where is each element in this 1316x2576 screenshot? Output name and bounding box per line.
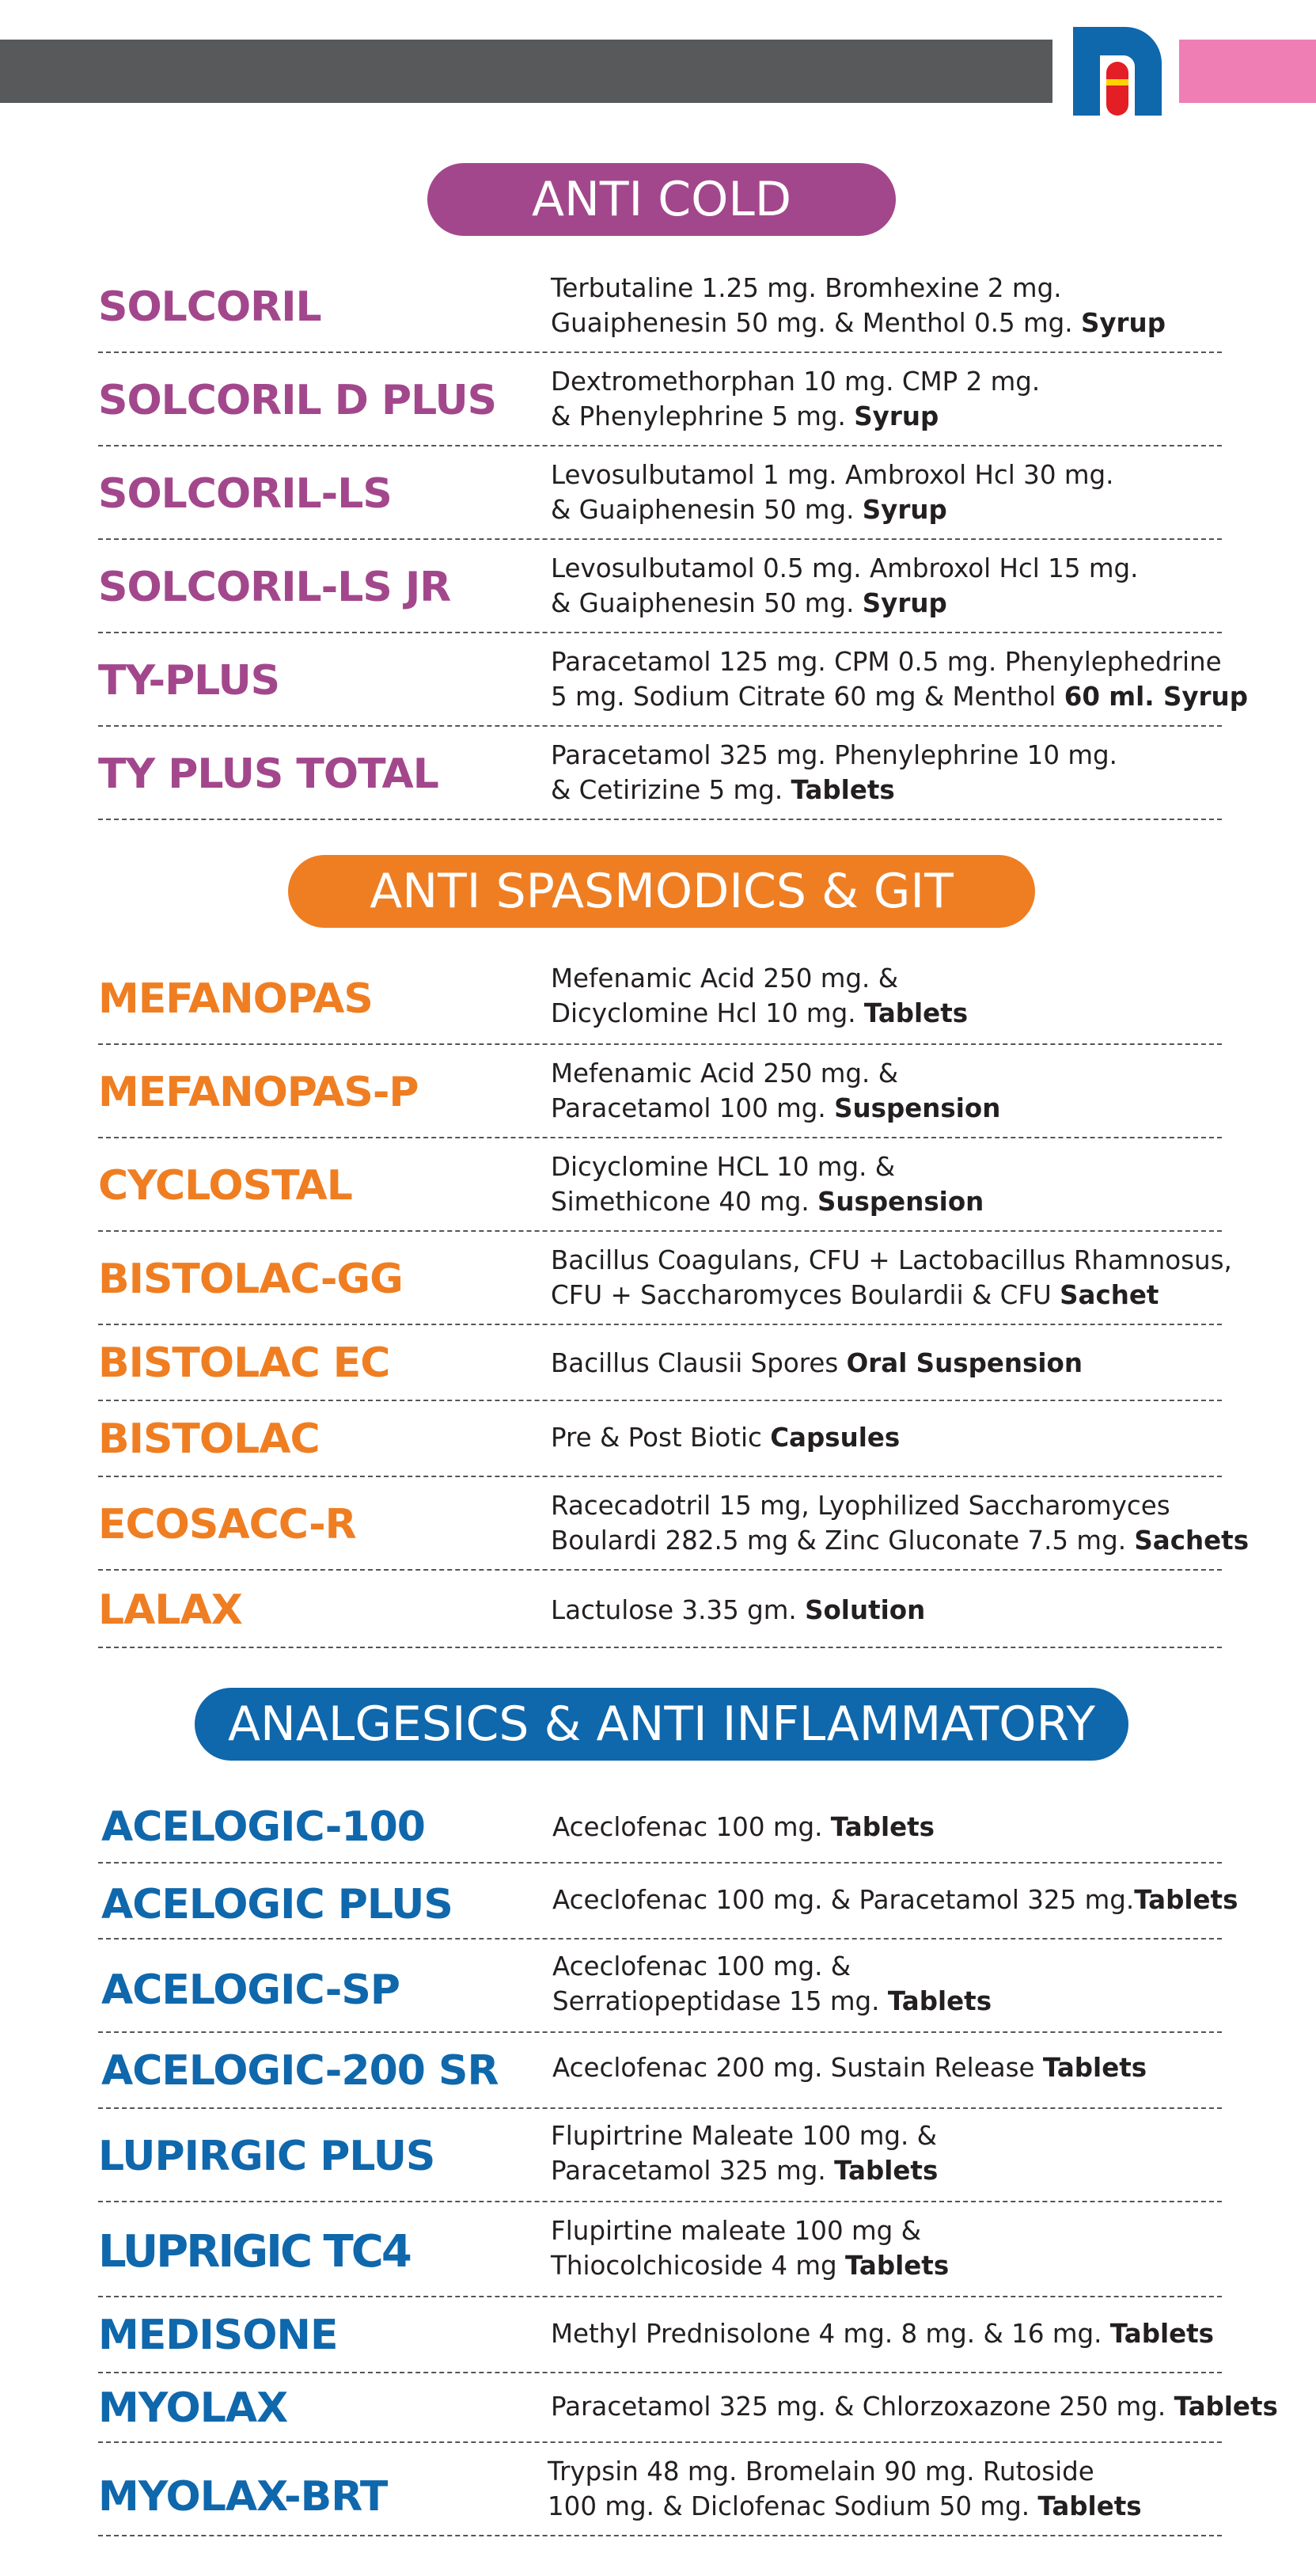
- product-name: BISTOLAC EC: [98, 1339, 390, 1387]
- list-item: [98, 633, 1248, 727]
- product-name: BISTOLAC: [98, 1415, 320, 1463]
- list-item: [98, 260, 1222, 353]
- product-composition: Mefenamic Acid 250 mg. & Dicyclomine Hcl 10 mg. Tablets: [551, 963, 969, 1028]
- product-name: MYOLAX: [98, 2384, 288, 2432]
- product-name: MEFANOPAS: [98, 975, 373, 1023]
- product-composition: Levosulbutamol 0.5 mg. Ambroxol Hcl 15 mg. & Guaiphenesin 50 mg. Syrup: [551, 553, 1139, 618]
- product-composition: Paracetamol 125 mg. CPM 0.5 mg. Phenylephedrine 5 mg. Sodium Citrate 60 mg & Menthol 60 ml. Syrup: [551, 647, 1248, 712]
- list-item: [98, 1325, 1222, 1401]
- product-composition: Paracetamol 325 mg. Phenylephrine 10 mg. & Cetirizine 5 mg. Tablets: [551, 740, 1117, 805]
- n-capsule-logo-icon: [1073, 27, 1162, 116]
- product-name: ACELOGIC-SP: [101, 1966, 400, 2014]
- header-pink-bar: [1179, 40, 1316, 103]
- product-composition: Bacillus Clausii Spores Oral Suspension: [551, 1348, 1083, 1378]
- product-composition: Trypsin 48 mg. Bromelain 90 mg. Rutoside 100 mg. & Diclofenac Sodium 50 mg. Tablets: [548, 2456, 1142, 2521]
- header-grey-bar: [0, 40, 1052, 103]
- product-composition: Aceclofenac 100 mg. Tablets: [552, 1812, 935, 1842]
- section-title-anti-spasmodics-git: ANTI SPASMODICS & GIT: [288, 855, 1035, 928]
- list-item: [98, 2033, 1222, 2109]
- product-composition: Flupirtine maleate 100 mg & Thiocolchicoside 4 mg Tablets: [551, 2216, 950, 2281]
- product-name: LUPIRGIC PLUS: [98, 2133, 435, 2180]
- product-name: ACELOGIC-200 SR: [101, 2047, 499, 2095]
- product-name: LUPRIGIC TC4: [98, 2226, 410, 2278]
- product-composition: Aceclofenac 100 mg. & Serratiopeptidase 15 mg. Tablets: [552, 1951, 992, 2016]
- list-item: [98, 2109, 1222, 2202]
- product-name: CYCLOSTAL: [98, 1162, 352, 1210]
- product-composition: Pre & Post Biotic Capsules: [551, 1423, 901, 1453]
- list-item: [98, 540, 1222, 633]
- list-item: [98, 353, 1222, 446]
- list-item: [98, 1232, 1232, 1325]
- product-name: ECOSACC-R: [98, 1501, 356, 1548]
- list-item: [98, 2202, 1222, 2297]
- list-item: [98, 1571, 1222, 1648]
- product-name: TY PLUS TOTAL: [98, 750, 438, 798]
- section-title-analgesics-anti-inflammatory: ANALGESICS & ANTI INFLAMMATORY: [195, 1688, 1128, 1761]
- list-item: [98, 950, 1222, 1045]
- product-composition: Mefenamic Acid 250 mg. & Paracetamol 100 mg. Suspension: [551, 1058, 1001, 1123]
- product-name: MEDISONE: [98, 2312, 338, 2359]
- product-composition: Bacillus Coagulans, CFU + Lactobacillus Rhamnosus, CFU + Saccharomyces Boulardii & CFU Sachet: [551, 1245, 1232, 1310]
- section-title-anti-cold: ANTI COLD: [427, 163, 896, 236]
- product-composition: Flupirtrine Maleate 100 mg. & Paracetamol 325 mg. Tablets: [551, 2121, 939, 2186]
- list-item: [98, 1401, 1222, 1477]
- product-composition: Aceclofenac 200 mg. Sustain Release Tablets: [552, 2053, 1147, 2083]
- product-name: ACELOGIC PLUS: [101, 1881, 453, 1928]
- list-item: [98, 1786, 1222, 1864]
- list-item: [98, 727, 1222, 820]
- list-item: [98, 1477, 1250, 1571]
- product-name: BISTOLAC-GG: [98, 1256, 403, 1303]
- list-item: [98, 2297, 1222, 2373]
- list-item: [98, 1045, 1222, 1138]
- product-name: MYOLAX-BRT: [98, 2473, 388, 2521]
- product-composition: Aceclofenac 100 mg. & Paracetamol 325 mg.Tablets: [552, 1885, 1238, 1915]
- product-name: SOLCORIL: [98, 283, 321, 331]
- product-name: SOLCORIL-LS: [98, 470, 392, 518]
- list-item: [98, 2443, 1222, 2536]
- product-name: ACELOGIC-100: [101, 1803, 425, 1851]
- product-name: SOLCORIL D PLUS: [98, 377, 497, 424]
- product-composition: Terbutaline 1.25 mg. Bromhexine 2 mg. Guaiphenesin 50 mg. & Menthol 0.5 mg. Syrup: [551, 273, 1166, 338]
- list-item: [98, 2373, 1278, 2443]
- product-name: LALAX: [98, 1586, 242, 1634]
- product-name: TY-PLUS: [98, 657, 280, 705]
- product-composition: Racecadotril 15 mg, Lyophilized Saccharomyces Boulardi 282.5 mg & Zinc Gluconate 7.5 mg. Sachets: [551, 1491, 1250, 1556]
- list-item: [98, 446, 1222, 540]
- product-composition: Dicyclomine HCL 10 mg. & Simethicone 40 mg. Suspension: [551, 1152, 984, 1217]
- list-item: [98, 1138, 1222, 1232]
- product-composition: Dextromethorphan 10 mg. CMP 2 mg. & Phenylephrine 5 mg. Syrup: [551, 367, 1041, 431]
- product-composition: Levosulbutamol 1 mg. Ambroxol Hcl 30 mg. & Guaiphenesin 50 mg. Syrup: [551, 460, 1114, 525]
- product-composition: Lactulose 3.35 gm. Solution: [551, 1595, 926, 1625]
- product-composition: Methyl Prednisolone 4 mg. 8 mg. & 16 mg. Tablets: [551, 2319, 1215, 2349]
- product-name: SOLCORIL-LS JR: [98, 564, 451, 611]
- product-composition: Paracetamol 325 mg. & Chlorzoxazone 250 mg. Tablets: [551, 2392, 1278, 2422]
- product-name: MEFANOPAS-P: [98, 1069, 419, 1116]
- list-item: [98, 1940, 1222, 2033]
- list-item: [98, 1864, 1238, 1940]
